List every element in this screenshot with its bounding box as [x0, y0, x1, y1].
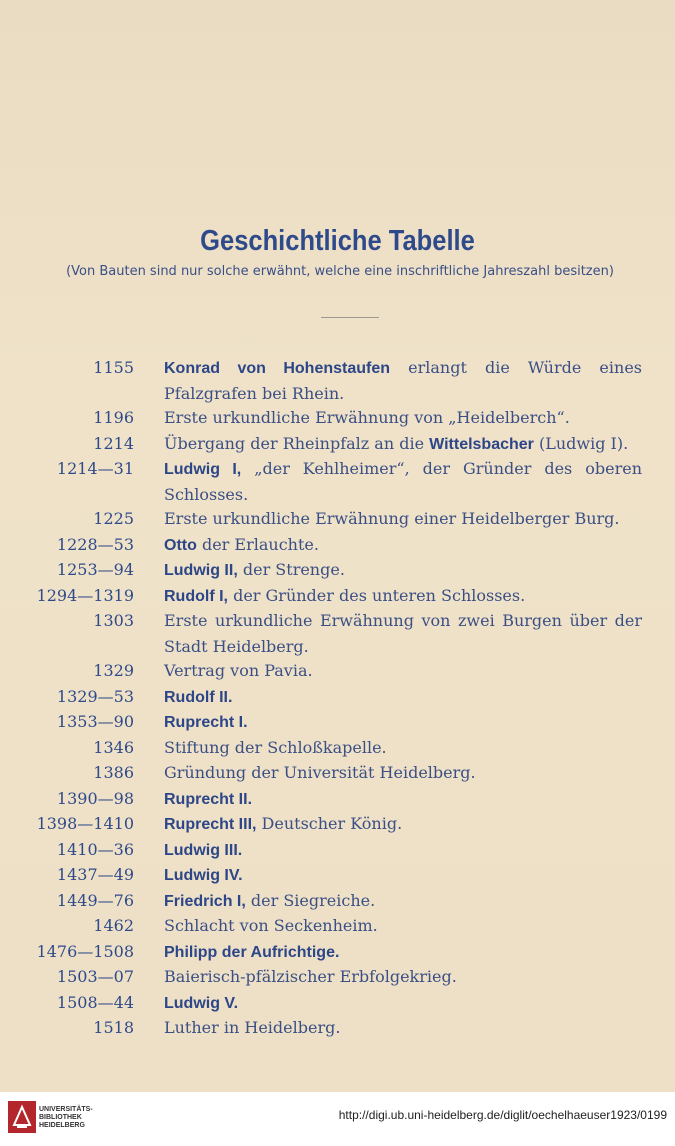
entry-name: Friedrich I, — [164, 892, 246, 910]
entry-year: 1518 — [93, 1018, 134, 1037]
entry-year: 1214—31 — [56, 459, 134, 478]
chronology-table — [0, 356, 675, 1042]
table-row — [0, 507, 675, 533]
library-logo-icon — [8, 1101, 36, 1133]
table-row — [0, 914, 675, 940]
table-row — [0, 1016, 675, 1042]
entry-text — [164, 558, 642, 584]
entry-description: der Siegreiche. — [245, 890, 376, 910]
entry-text — [164, 991, 642, 1017]
entry-name: Rudolf II. — [164, 688, 233, 706]
entry-year: 1410—36 — [56, 839, 134, 859]
entry-text — [164, 787, 642, 813]
table-row — [0, 787, 675, 813]
entry-name: Ruprecht I. — [164, 714, 248, 731]
entry-year: 1508—44 — [56, 992, 134, 1012]
table-row — [0, 659, 675, 685]
table-row — [0, 761, 675, 787]
entry-description: der Erlauchte. — [196, 534, 319, 554]
entry-year: 1353—90 — [56, 712, 134, 731]
entry-year: 1329—53 — [56, 686, 134, 706]
entry-description-secondary: (Ludwig I). — [533, 433, 629, 453]
entry-text — [164, 432, 642, 458]
table-row — [0, 609, 675, 659]
table-row — [0, 685, 675, 711]
entry-text — [164, 457, 642, 507]
entry-text — [164, 812, 642, 838]
entry-year: 1449—76 — [56, 890, 134, 910]
entry-year: 1214 — [93, 433, 134, 453]
entry-text — [164, 965, 642, 991]
table-row — [0, 356, 675, 406]
entry-description: „der Kehlheimer“, der Gründer des oberen Schlosses. — [164, 459, 643, 504]
table-row — [0, 710, 675, 736]
entry-text — [164, 659, 642, 685]
entry-year: 1228—53 — [56, 534, 134, 554]
entry-description: Schlacht von Seckenheim. — [164, 916, 378, 935]
entry-year: 1155 — [93, 358, 134, 377]
library-logo-text: UNIVERSITÄTS- BIBLIOTHEK HEIDELBERG — [39, 1106, 93, 1129]
entry-text — [164, 609, 642, 659]
table-row — [0, 991, 675, 1017]
entry-description: Vertrag von Pavia. — [164, 661, 313, 680]
entry-text — [164, 940, 642, 966]
table-row — [0, 812, 675, 838]
entry-year: 1346 — [93, 737, 134, 757]
entry-year: 1437—49 — [56, 865, 134, 884]
table-row — [0, 432, 675, 458]
entry-year: 1390—98 — [56, 788, 134, 808]
entry-name: Ruprecht III, — [164, 816, 257, 833]
entry-description: der Gründer des unteren Schlosses. — [227, 585, 526, 605]
table-row — [0, 736, 675, 762]
page-title: Geschichtliche Tabelle — [200, 225, 475, 257]
entry-year: 1462 — [93, 916, 134, 935]
entry-name: Ruprecht II. — [164, 790, 253, 808]
entry-year: 1196 — [93, 408, 134, 427]
entry-text — [164, 736, 642, 762]
table-row — [0, 863, 675, 889]
entry-text — [164, 406, 642, 432]
entry-year: 1386 — [93, 763, 134, 782]
table-row — [0, 457, 675, 507]
entry-description: Erste urkundliche Erwähnung von zwei Burgen über der Stadt Heidelberg. — [164, 611, 642, 656]
entry-description: der Strenge. — [237, 560, 345, 579]
entry-description: Erste urkundliche Erwähnung von „Heidelberch“. — [164, 408, 570, 427]
entry-name: Ludwig III. — [164, 841, 243, 859]
entry-year: 1303 — [93, 611, 134, 630]
table-row — [0, 406, 675, 432]
table-row — [0, 838, 675, 864]
entry-year: 1225 — [93, 509, 134, 528]
entry-name: Ludwig IV. — [164, 867, 243, 884]
source-url[interactable]: http://digi.ub.uni-heidelberg.de/diglit/oechelhaeuser1923/0199 — [338, 1108, 667, 1122]
entry-year: 1253—94 — [56, 560, 134, 579]
entry-description: Luther in Heidelberg. — [164, 1018, 341, 1037]
entry-name: Otto — [164, 536, 197, 554]
entry-description: Stiftung der Schloßkapelle. — [164, 737, 387, 757]
entry-description: Übergang der Rheinpfalz an die — [164, 433, 430, 453]
entry-text — [164, 507, 642, 533]
entry-text — [164, 838, 642, 864]
entry-name: Rudolf I, — [164, 587, 228, 605]
entry-text — [164, 889, 642, 915]
entry-text — [164, 914, 642, 940]
entry-text — [164, 584, 642, 610]
table-row — [0, 965, 675, 991]
divider-rule — [321, 317, 379, 318]
table-row — [0, 940, 675, 966]
entry-year: 1398—1410 — [36, 814, 134, 833]
entry-year: 1294—1319 — [36, 585, 134, 605]
entry-description: Deutscher König. — [256, 814, 403, 833]
entry-text — [164, 356, 642, 406]
entry-name: Ludwig I, — [164, 461, 242, 478]
entry-text — [164, 863, 642, 889]
entry-name: Ludwig II, — [164, 562, 238, 579]
entry-text — [164, 1016, 642, 1042]
table-row — [0, 558, 675, 584]
entry-description: Gründung der Universität Heidelberg. — [164, 763, 476, 782]
entry-year: 1503—07 — [56, 967, 134, 986]
entry-description: Baierisch-pfälzischer Erbfolgekrieg. — [164, 967, 457, 986]
table-row — [0, 889, 675, 915]
entry-name-secondary: Wittelsbacher — [429, 435, 534, 453]
entry-description: erlangt die Würde eines Pfalzgrafen bei Rhein. — [164, 358, 643, 403]
table-row — [0, 533, 675, 559]
entry-name: Ludwig V. — [164, 994, 239, 1012]
entry-text — [164, 761, 642, 787]
page-subtitle: (Von Bauten sind nur solche erwähnt, welche eine inschriftliche Jahreszahl besitzen) — [66, 264, 614, 279]
entry-text — [164, 710, 642, 736]
entry-year: 1329 — [93, 661, 134, 680]
entry-description: Erste urkundliche Erwähnung einer Heidelberger Burg. — [164, 509, 620, 528]
entry-name: Philipp der Aufrichtige. — [164, 943, 340, 961]
entry-text — [164, 533, 642, 559]
entry-year: 1476—1508 — [36, 941, 134, 961]
table-row — [0, 584, 675, 610]
entry-text — [164, 685, 642, 711]
entry-name: Konrad von Hohenstaufen — [164, 360, 391, 377]
